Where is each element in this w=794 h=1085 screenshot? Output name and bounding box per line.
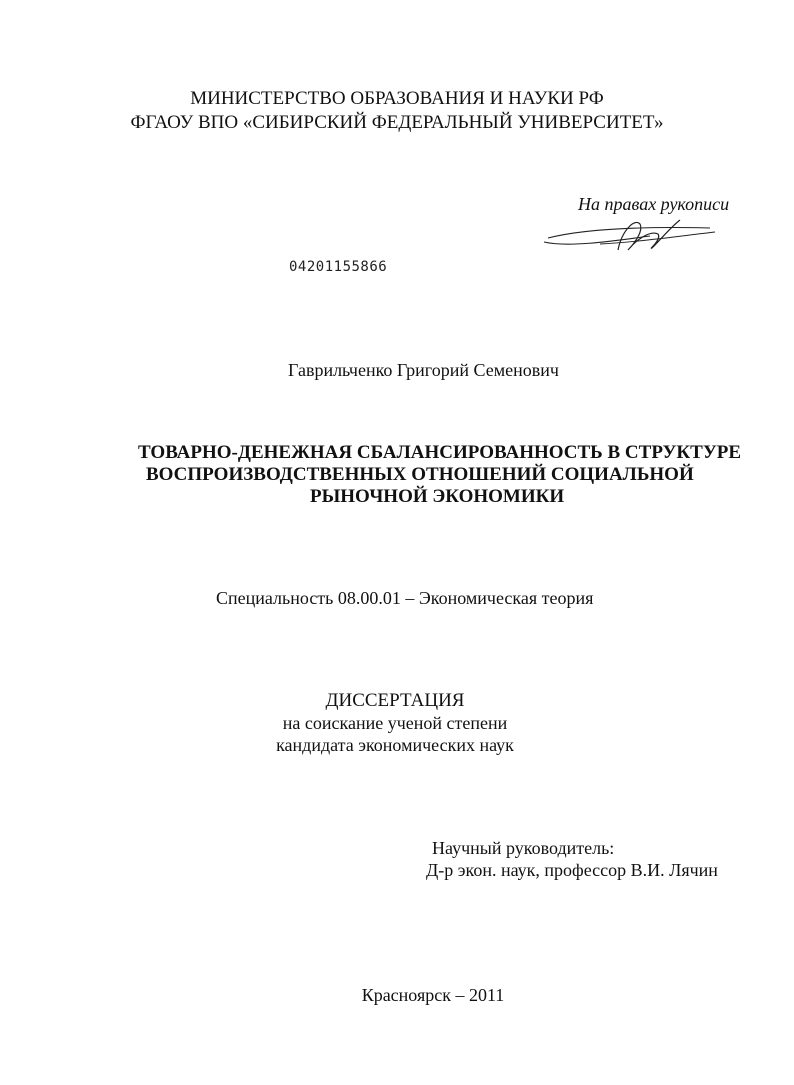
ministry-name: МИНИСТЕРСТВО ОБРАЗОВАНИЯ И НАУКИ РФ	[190, 88, 604, 109]
degree-line: кандидата экономических наук	[276, 735, 514, 755]
title-line: ВОСПРОИЗВОДСТВЕННЫХ ОТНОШЕНИЙ СОЦИАЛЬНОЙ	[146, 464, 694, 485]
signature-icon	[540, 210, 720, 260]
dissertation-heading: ДИССЕРТАЦИЯ	[325, 690, 465, 711]
author-name: Гаврильченко Григорий Семенович	[288, 360, 559, 380]
supervisor-name: Д-р экон. наук, профессор В.И. Лячин	[426, 860, 718, 880]
title-line: РЫНОЧНОЙ ЭКОНОМИКИ	[310, 486, 565, 507]
specialty: Специальность 08.00.01 – Экономическая теория	[216, 588, 594, 608]
degree-line: на соискание ученой степени	[282, 713, 508, 733]
university-name: ФГАОУ ВПО «СИБИРСКИЙ ФЕДЕРАЛЬНЫЙ УНИВЕРСИТЕТ»	[130, 112, 664, 133]
city-year: Красноярск – 2011	[361, 985, 505, 1005]
serial-number: 04201155866	[289, 259, 388, 275]
manuscript-note: На правах рукописи	[578, 194, 730, 214]
supervisor-label: Научный руководитель:	[432, 838, 615, 858]
title-line: ТОВАРНО-ДЕНЕЖНАЯ СБАЛАНСИРОВАННОСТЬ В СТРУКТУРЕ	[138, 442, 742, 463]
